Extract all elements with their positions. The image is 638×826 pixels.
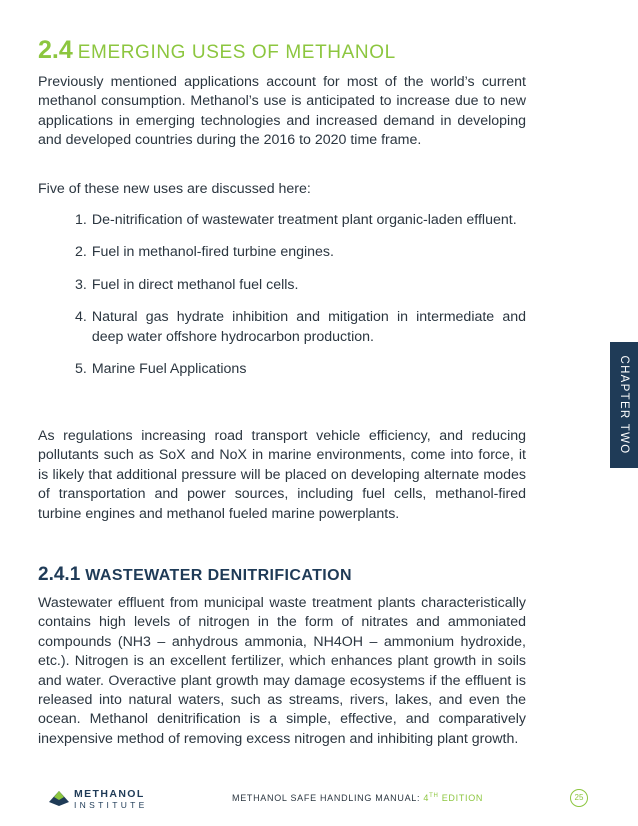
wastewater-paragraph: Wastewater effluent from municipal waste treatment plants characteristically contains high levels of nitrogen in the form of nitrates and ammoniated compounds (NH3 – anhydrous ammonia, NH4OH – ammonium hydroxide, etc.). Nitrogen is an excellent fertilizer, which enhances plant growth in soils and water. Overactive plant growth may damage ecosystems if the effluent is released into natural waters, such as streams, rivers, lakes, and even the ocean. Methanol denitrification is a simple, effective, and comparatively inexpensive method of removing excess nitrogen and inhibiting plant growth. [38, 595, 526, 747]
list-intro: Five of these new uses are discussed here: [38, 181, 311, 197]
list-item-text: Fuel in methanol-fired turbine engines. [91, 244, 334, 261]
logo-line-2: INSTITUTE [74, 800, 148, 810]
list-item-text: Marine Fuel Applications [91, 361, 247, 378]
list-item-number: 5. [75, 361, 87, 378]
regulations-paragraph: As regulations increasing road transport vehicle efficiency, and reducing pollutants such as SoX and NoX in marine environments, come into force, it is likely that additional pressure will be placed on developing alternate modes of transportation and power sources, including fuel cells, methanol-fired turbine engines and methanol fueled marine powerplants. [38, 428, 526, 522]
list-item [75, 276, 526, 295]
methanol-institute-logo [48, 787, 148, 811]
logo-line-1: METHANOL [74, 788, 145, 800]
section-title: EMERGING USES OF METHANOL [77, 42, 396, 63]
chapter-tab-label: CHAPTER TWO [618, 355, 630, 455]
logo-mark-icon [48, 789, 70, 807]
edition-number: 4 [423, 793, 430, 803]
edition-label [423, 793, 483, 803]
list-item-text: Fuel in direct methanol fuel cells. [91, 276, 299, 293]
subsection-heading [38, 563, 352, 586]
list-item [75, 360, 526, 379]
list-item-text: Natural gas hydrate inhibition and mitigation in intermediate and deep water offshore hydrocarbon production. [91, 309, 526, 345]
edition-word: EDITION [441, 793, 484, 803]
footer-manual-title [232, 793, 483, 803]
list-item-number: 4. [75, 309, 87, 326]
list-item [75, 211, 526, 230]
section-number: 2.4 [38, 36, 73, 64]
list-item-number: 3. [75, 276, 87, 293]
subsection-title: WASTEWATER DENITRIFICATION [85, 567, 352, 584]
list-item-number: 2. [75, 244, 87, 261]
subsection-number: 2.4.1 [38, 564, 81, 585]
section-heading [38, 36, 396, 65]
edition-suffix: TH [429, 793, 439, 799]
uses-list [75, 211, 526, 392]
list-item-number: 1. [75, 212, 87, 228]
list-item [75, 243, 526, 262]
list-item-text: De-nitrification of wastewater treatment plant organic-laden effluent. [91, 212, 517, 228]
manual-title: METHANOL SAFE HANDLING MANUAL: [232, 793, 421, 803]
page-number: 25 [570, 789, 588, 807]
intro-paragraph: Previously mentioned applications account for most of the world’s current methanol consumption. Methanol’s use is anticipated to increase due to new applications in emerging technologies and increased demand in developing and developed countries during the 2016 to 2020 time frame. [38, 74, 526, 149]
list-item [75, 308, 526, 347]
chapter-side-tab [610, 342, 638, 468]
